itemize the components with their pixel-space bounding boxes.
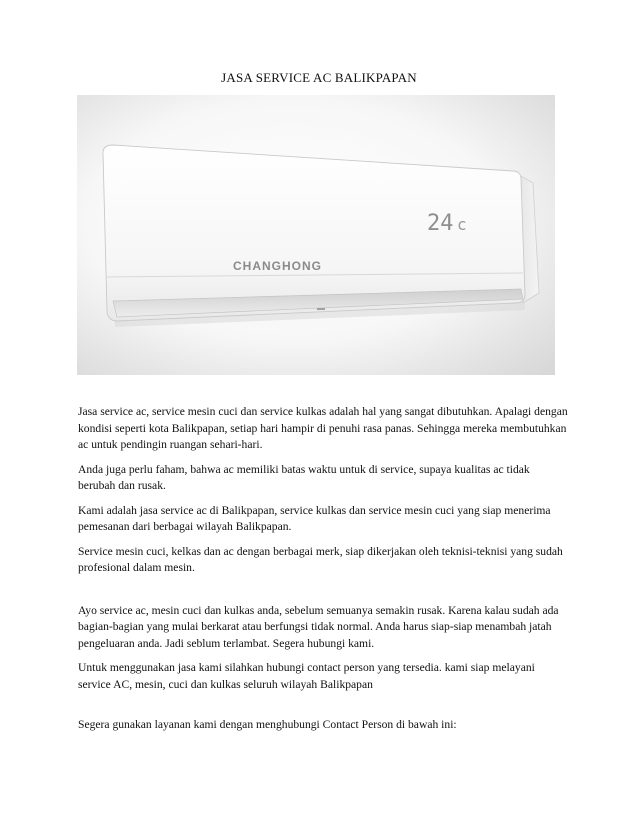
document-title: JASA SERVICE AC BALIKPAPAN [221, 70, 417, 85]
temperature-unit-icon: c [457, 215, 467, 234]
air-conditioner-illustration [77, 95, 555, 375]
air-conditioner-photo [77, 95, 555, 375]
paragraph-service-time: Anda juga perlu faham, bahwa ac memiliki batas waktu untuk di service, supaya kualitas ac tidak berubah dan rusak. [78, 462, 530, 492]
paragraph-brands: Service mesin cuci, kelkas dan ac dengan berbagai merk, siap dikerjakan oleh teknisi-teknisi yang sudah profesional dalam mesin. [78, 544, 563, 574]
paragraph-contact-person: Segera gunakan layanan kami dengan menghubungi Contact Person di bawah ini: [78, 718, 457, 731]
paragraph-contact-info: Untuk menggunakan jasa kami silahkan hubungi contact person yang tersedia. kami siap melayani service AC, mesin, cuci dan kulkas seluruh wilayah Balikpapan [78, 661, 535, 691]
document-body [78, 404, 568, 742]
paragraph-intro: Jasa service ac, service mesin cuci dan service kulkas adalah hal yang sangat dibutuhkan. Apalagi dengan kondisi seperti kota Balikpapan, setiap hari hampir di penuhi rasa panas. Sehingga mereka membutuhkan ac untuk pendingin ruangan sehari-hari. [78, 405, 568, 451]
paragraph-about-us: Kami adalah jasa service ac di Balikpapan, service kulkas dan service mesin cuci yang siap menerima pemesanan dari berbagai wilayah Balikpapan. [78, 503, 551, 533]
brand-logo: CHANGHONG [233, 259, 322, 273]
paragraph-call-to-action: Ayo service ac, mesin cuci dan kulkas anda, sebelum semuanya semakin rusak. Karena kalau sudah ada bagian-bagian yang mulai berkarat atau berfungsi tidak normal. Anda harus siap-siap menambah jatah pengeluaran anda. Jadi seblum terlambat. Segera hubungi kami. [78, 603, 559, 650]
temperature-display: 24 [427, 211, 454, 236]
